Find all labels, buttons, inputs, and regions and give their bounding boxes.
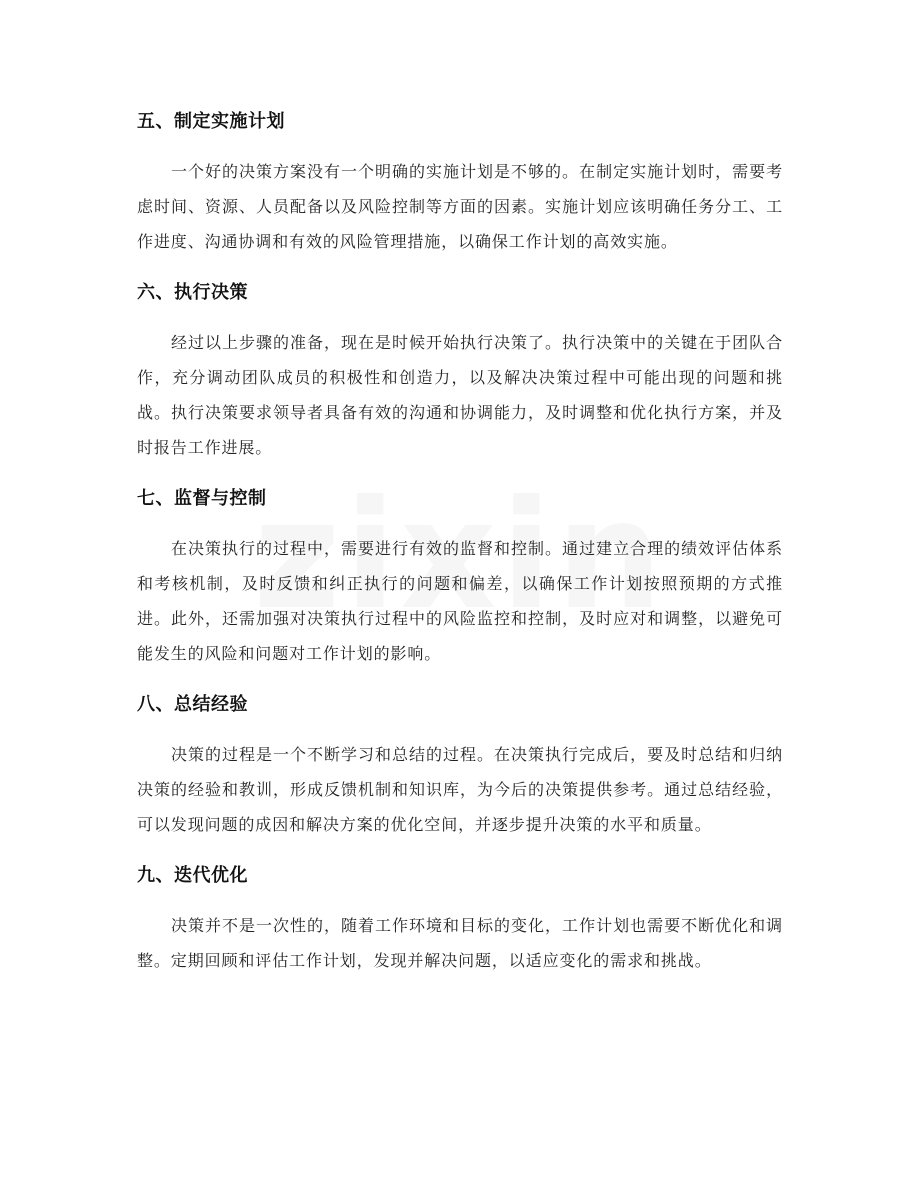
section-paragraph: 决策的过程是一个不断学习和总结的过程。在决策执行完成后，要及时总结和归纳决策的经验和教训，形成反馈机制和知识库，为今后的决策提供参考。通过总结经验，可以发现问题的成因和解决方案的优化空间，并逐步提升决策的水平和质量。 [137,745,783,834]
section-paragraph: 在决策执行的过程中，需要进行有效的监督和控制。通过建立合理的绩效评估体系和考核机制，及时反馈和纠正执行的问题和偏差，以确保工作计划按照预期的方式推进。此外，还需加强对决策执行过程中的风险监控和控制，及时应对和调整，以避免可能发生的风险和问题对工作计划的影响。 [137,539,783,663]
section-paragraph: 一个好的决策方案没有一个明确的实施计划是不够的。在制定实施计划时，需要考虑时间、资源、人员配备以及风险控制等方面的因素。实施计划应该明确任务分工、工作进度、沟通协调和有效的风险管理措施，以确保工作计划的高效实施。 [137,162,783,251]
section-paragraph: 决策并不是一次性的，随着工作环境和目标的变化，工作计划也需要不断优化和调整。定期回顾和评估工作计划，发现并解决问题，以适应变化的需求和挑战。 [137,916,783,970]
section-five [137,106,783,259]
section-nine [137,860,783,978]
section-title: 六、执行决策 [137,282,248,303]
section-paragraph: 经过以上步骤的准备，现在是时候开始执行决策了。执行决策中的关键在于团队合作，充分调动团队成员的积极性和创造力，以及解决决策过程中可能出现的问题和挑战。执行决策要求领导者具备有效的沟通和协调能力，及时调整和优化执行方案，并及时报告工作进展。 [137,333,783,457]
section-title: 五、制定实施计划 [137,111,285,132]
section-seven [137,483,783,671]
section-eight [137,689,783,842]
section-six [137,277,783,465]
section-title: 七、监督与控制 [137,488,267,509]
section-title: 九、迭代优化 [137,865,248,886]
section-title: 八、总结经验 [137,694,248,715]
